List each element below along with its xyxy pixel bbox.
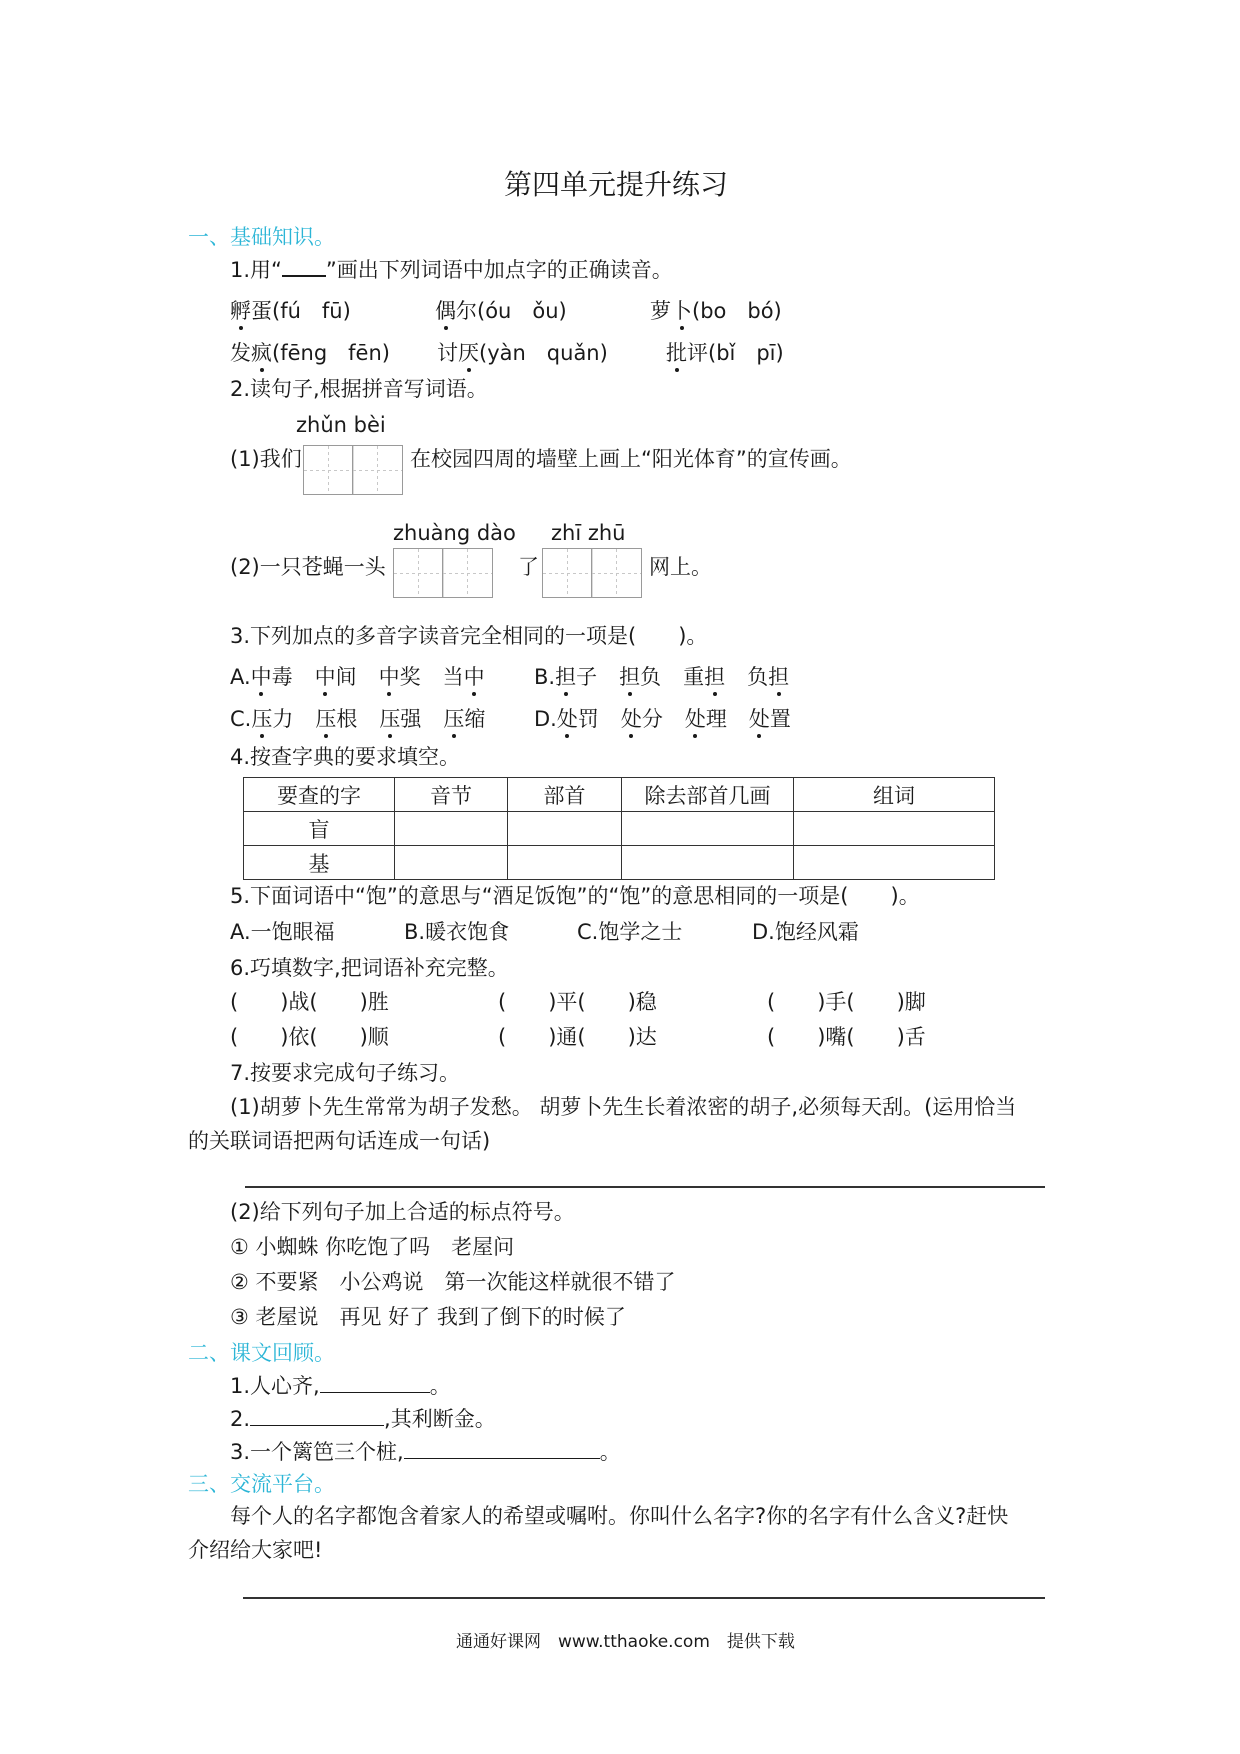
table-cell-blank[interactable] bbox=[508, 846, 622, 880]
char: 强 bbox=[400, 707, 422, 731]
char: 负 bbox=[640, 665, 662, 689]
q5-stem: 5.下面词语中“饱”的意思与“酒足饭饱”的“饱”的意思相同的一项是( )。 bbox=[230, 884, 920, 908]
page-title: 第四单元提升练习 bbox=[504, 168, 729, 201]
share-prompt-line2: 介绍给大家吧! bbox=[188, 1538, 323, 1562]
dotted-char: 疯 bbox=[251, 338, 272, 368]
writing-grid[interactable] bbox=[542, 548, 642, 598]
option-word bbox=[379, 707, 421, 731]
q5-option-d: D.饱经风霜 bbox=[752, 920, 859, 944]
q3-option-a bbox=[230, 662, 507, 692]
q7-s1-line1: (1)胡萝卜先生常常为胡子发愁。 胡萝卜先生长着浓密的胡子,必须每天刮。(运用恰当 bbox=[230, 1095, 1017, 1119]
footer-text: 通通好课网 www.tthaoke.com 提供下载 bbox=[456, 1632, 795, 1652]
q1-item: 偶尔(óu ǒu) bbox=[435, 296, 567, 326]
recall-item: 1.人心齐, 。 bbox=[230, 1370, 451, 1401]
pinyin-zhunbei: zhǔn bèi bbox=[296, 413, 386, 437]
char: 负 bbox=[747, 665, 769, 689]
char: 子 bbox=[576, 665, 598, 689]
answer-line[interactable] bbox=[245, 1186, 1045, 1188]
q7-item: ③ 老屋说 再见 好了 我到了倒下的时候了 bbox=[230, 1305, 626, 1329]
section-heading-basics: 一、基础知识。 bbox=[188, 225, 335, 249]
option-word bbox=[315, 665, 357, 689]
q1-item: 批评(bǐ pī) bbox=[666, 338, 784, 368]
q1-stem-pre: 1.用“ bbox=[230, 258, 282, 282]
char: 罚 bbox=[577, 707, 599, 731]
q1-stem bbox=[230, 255, 673, 285]
dotted-char: 中 bbox=[315, 662, 336, 692]
char: 理 bbox=[705, 707, 727, 731]
dotted-char: 压 bbox=[315, 704, 336, 734]
table-cell-blank[interactable] bbox=[508, 812, 622, 846]
q1-item: 萝卜(bo bó) bbox=[650, 296, 782, 326]
underline-sample bbox=[282, 255, 326, 277]
option-word bbox=[747, 665, 789, 689]
q1-item: 发疯(fēng fēn) bbox=[230, 338, 390, 368]
q5-option-b: B.暖衣饱食 bbox=[404, 920, 510, 944]
grid-cell[interactable] bbox=[353, 446, 402, 494]
fill-blank[interactable] bbox=[404, 1436, 600, 1459]
option-word bbox=[619, 665, 661, 689]
writing-grid[interactable] bbox=[303, 445, 403, 495]
char: 力 bbox=[272, 707, 294, 731]
recall-item: 2. ,其利断金。 bbox=[230, 1403, 496, 1434]
dotted-char: 处 bbox=[557, 704, 578, 734]
dotted-char: 批 bbox=[666, 338, 687, 368]
dotted-char: 担 bbox=[619, 662, 640, 692]
dotted-char: 厌 bbox=[458, 338, 479, 368]
option-word bbox=[557, 707, 599, 731]
table-cell-blank[interactable] bbox=[794, 812, 995, 846]
table-cell-blank[interactable] bbox=[622, 812, 794, 846]
char: 当 bbox=[442, 665, 464, 689]
q3-stem: 3.下列加点的多音字读音完全相同的一项是( )。 bbox=[230, 624, 708, 648]
grid-cell[interactable] bbox=[304, 446, 353, 494]
table-cell-char: 基 bbox=[244, 846, 395, 880]
option-word bbox=[315, 707, 357, 731]
option-label: D. bbox=[534, 707, 557, 731]
q7-s2: (2)给下列句子加上合适的标点符号。 bbox=[230, 1200, 575, 1224]
option-label: B. bbox=[534, 665, 556, 689]
share-prompt-line1: 每个人的名字都饱含着家人的希望或嘱咐。你叫什么名字?你的名字有什么含义?赶快 bbox=[230, 1504, 1009, 1528]
q2-s2-start: (2)一只苍蝇一头 bbox=[230, 555, 386, 579]
q1-item: 讨厌(yàn quǎn) bbox=[437, 338, 608, 368]
char: 缩 bbox=[464, 707, 486, 731]
fill-blank[interactable] bbox=[250, 1403, 384, 1426]
q3-option-d bbox=[534, 704, 813, 734]
option-word bbox=[685, 707, 727, 731]
dotted-char: 处 bbox=[685, 704, 706, 734]
table-cell-blank[interactable] bbox=[395, 846, 508, 880]
option-word bbox=[251, 665, 293, 689]
q6-idiom: ( )依( )顺 bbox=[230, 1025, 389, 1049]
table-header: 要查的字 bbox=[244, 778, 395, 812]
pinyin-zhizhu: zhī zhū bbox=[551, 521, 626, 545]
table-header-row bbox=[244, 778, 995, 812]
table-header: 音节 bbox=[395, 778, 508, 812]
q6-idiom: ( )嘴( )舌 bbox=[767, 1025, 926, 1049]
q1-stem-post: ”画出下列词语中加点字的正确读音。 bbox=[325, 258, 673, 282]
table-header: 组词 bbox=[794, 778, 995, 812]
grid-cell[interactable] bbox=[543, 549, 592, 597]
option-word bbox=[621, 707, 663, 731]
grid-cell[interactable] bbox=[592, 549, 641, 597]
option-label: A. bbox=[230, 665, 251, 689]
dotted-char: 中 bbox=[251, 662, 272, 692]
dotted-char: 偶 bbox=[435, 296, 456, 326]
char: 奖 bbox=[399, 665, 421, 689]
dotted-char: 处 bbox=[621, 704, 642, 734]
option-word bbox=[555, 665, 597, 689]
q7-stem: 7.按要求完成句子练习。 bbox=[230, 1061, 461, 1085]
dotted-char: 压 bbox=[379, 704, 400, 734]
dotted-char: 压 bbox=[251, 704, 272, 734]
q2-stem: 2.读句子,根据拼音写词语。 bbox=[230, 377, 488, 401]
q6-idiom: ( )手( )脚 bbox=[767, 990, 926, 1014]
writing-grid[interactable] bbox=[393, 548, 493, 598]
table-header: 除去部首几画 bbox=[622, 778, 794, 812]
q5-option-c: C.饱学之士 bbox=[577, 920, 683, 944]
q6-idiom: ( )平( )稳 bbox=[498, 990, 657, 1014]
fill-blank[interactable] bbox=[320, 1370, 430, 1393]
table-row bbox=[244, 812, 995, 846]
pinyin-zhuangdao: zhuàng dào bbox=[393, 521, 516, 545]
char: 置 bbox=[769, 707, 791, 731]
section-heading-share: 三、交流平台。 bbox=[188, 1472, 335, 1496]
q2-s2-mid: 了 bbox=[518, 555, 539, 579]
q3-option-b bbox=[534, 662, 811, 692]
table-cell-blank[interactable] bbox=[622, 846, 794, 880]
q6-idiom: ( )战( )胜 bbox=[230, 990, 389, 1014]
table-header: 部首 bbox=[508, 778, 622, 812]
dotted-char: 担 bbox=[704, 662, 725, 692]
table-cell-char: 盲 bbox=[244, 812, 395, 846]
dotted-char: 担 bbox=[555, 662, 576, 692]
dotted-char: 中 bbox=[464, 662, 485, 692]
grid-cell[interactable] bbox=[443, 549, 492, 597]
table-cell-blank[interactable] bbox=[794, 846, 995, 880]
grid-cell[interactable] bbox=[394, 549, 443, 597]
dotted-char: 担 bbox=[768, 662, 789, 692]
q2-s1-end: 在校园四周的墙壁上画上“阳光体育”的宣传画。 bbox=[410, 447, 852, 471]
q6-stem: 6.巧填数字,把词语补充完整。 bbox=[230, 956, 509, 980]
dotted-char: 压 bbox=[443, 704, 464, 734]
char: 毒 bbox=[271, 665, 293, 689]
q7-s1-line2: 的关联词语把两句话连成一句话) bbox=[188, 1129, 491, 1153]
q2-s2-end: 网上。 bbox=[649, 555, 712, 579]
q7-item: ② 不要紧 小公鸡说 第一次能这样就很不错了 bbox=[230, 1270, 676, 1294]
answer-line[interactable] bbox=[243, 1597, 1045, 1599]
table-row bbox=[244, 846, 995, 880]
dotted-char: 中 bbox=[379, 662, 400, 692]
recall-item: 3.一个篱笆三个桩, 。 bbox=[230, 1436, 621, 1467]
q2-s1-start: (1)我们 bbox=[230, 447, 302, 471]
q3-option-c bbox=[230, 704, 507, 734]
q4-stem: 4.按查字典的要求填空。 bbox=[230, 745, 461, 769]
dotted-char: 卜 bbox=[671, 296, 692, 326]
option-word bbox=[443, 707, 485, 731]
option-word bbox=[443, 665, 485, 689]
q1-item: 孵蛋(fú fū) bbox=[230, 296, 351, 326]
dictionary-table bbox=[243, 777, 995, 880]
option-word bbox=[251, 707, 293, 731]
char: 分 bbox=[641, 707, 663, 731]
char: 重 bbox=[683, 665, 705, 689]
dotted-char: 处 bbox=[749, 704, 770, 734]
q6-idiom: ( )通( )达 bbox=[498, 1025, 657, 1049]
option-word bbox=[683, 665, 725, 689]
option-word bbox=[749, 707, 791, 731]
option-label: C. bbox=[230, 707, 252, 731]
section-heading-recall: 二、课文回顾。 bbox=[188, 1341, 335, 1365]
option-word bbox=[379, 665, 421, 689]
char: 根 bbox=[336, 707, 358, 731]
char: 间 bbox=[335, 665, 357, 689]
q5-option-a: A.一饱眼福 bbox=[230, 920, 335, 944]
dotted-char: 孵 bbox=[230, 296, 251, 326]
table-cell-blank[interactable] bbox=[395, 812, 508, 846]
q7-item: ① 小蜘蛛 你吃饱了吗 老屋问 bbox=[230, 1235, 515, 1259]
